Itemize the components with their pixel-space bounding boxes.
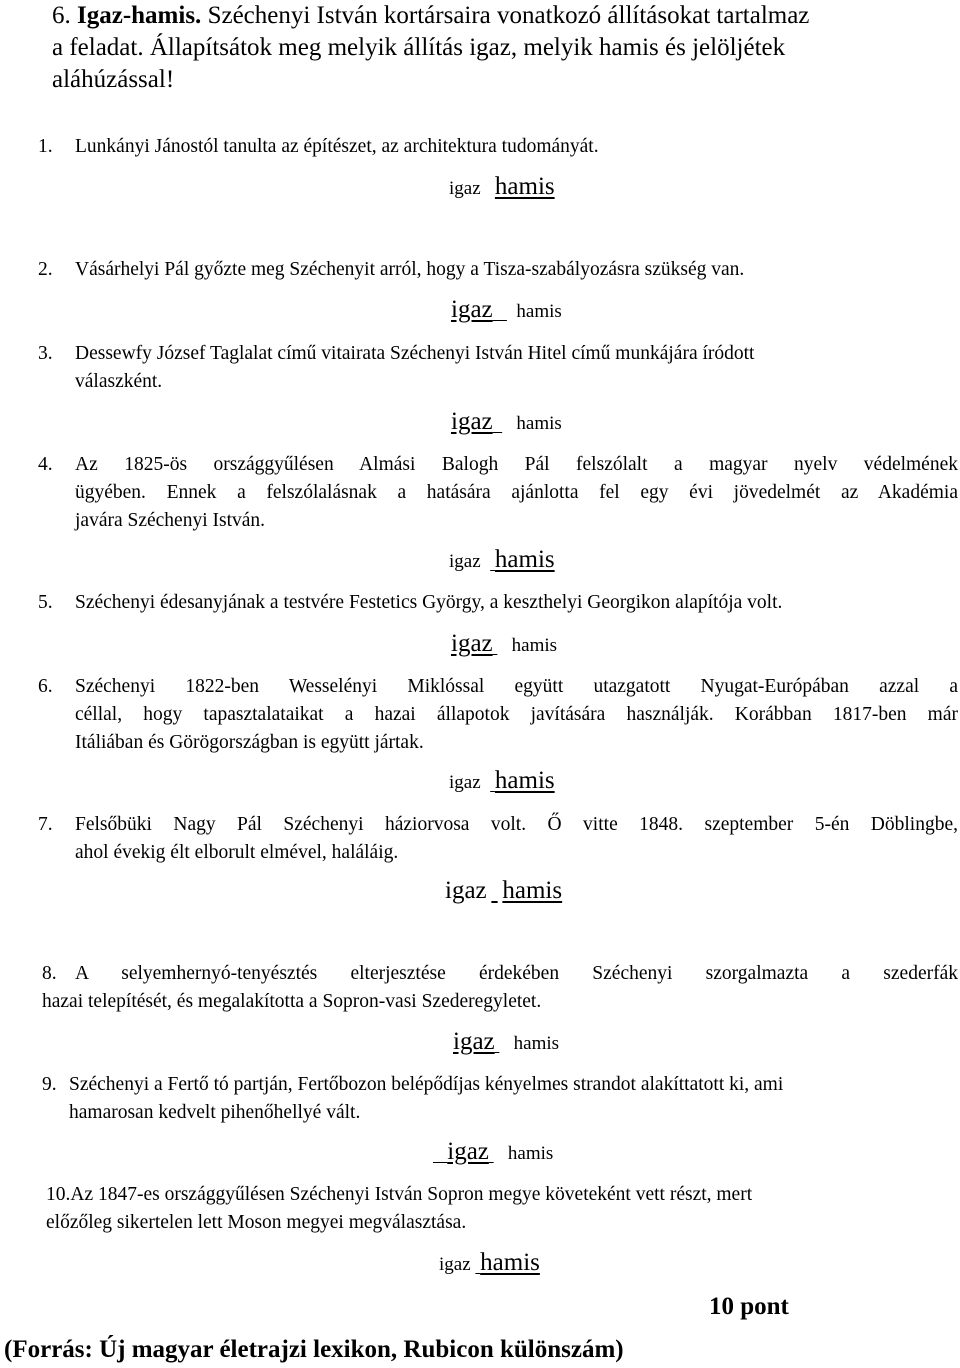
answer-options-6 — [449, 767, 555, 797]
question-8 — [42, 960, 958, 1016]
question-3 — [38, 340, 754, 396]
answer-options-2 — [451, 296, 562, 326]
option-hamis-selected[interactable]: hamis — [494, 546, 555, 573]
option-igaz[interactable]: igaz — [449, 178, 481, 199]
question-text-line-2: ügyében. Ennek a felszólalásnak a hatására ajánlotta fel egy évi jövedelmét az Akadémia — [75, 482, 958, 503]
source-citation: (Forrás: Új magyar életrajzi lexikon, Rubicon különszám) — [4, 1336, 624, 1363]
answer-options-10 — [439, 1249, 540, 1279]
question-number: 7. — [38, 814, 53, 835]
question-text-line-3: javára Széchenyi István. — [75, 510, 266, 531]
option-igaz-selected[interactable]: igaz — [451, 296, 493, 323]
question-number: 2. — [38, 259, 53, 280]
question-text: Lunkányi Jánostól tanulta az építészet, az architektura tudományát. — [75, 136, 599, 157]
question-number: 5. — [38, 592, 53, 613]
option-hamis[interactable]: hamis — [516, 413, 562, 434]
question-number: 4. — [38, 454, 53, 475]
question-text-line-1: Dessewfy József Taglalat című vitairata Széchenyi István Hitel című munkájára íródott — [75, 343, 755, 364]
option-hamis[interactable]: hamis — [513, 1033, 560, 1054]
option-hamis[interactable]: hamis — [507, 1143, 554, 1164]
task-heading — [52, 0, 809, 96]
question-text-line-2: előzőleg sikertelen lett Moson megyei megválasztása. — [46, 1212, 467, 1233]
question-text-line-1: A selyemhernyó-tenyésztés elterjesztése érdekében Széchenyi szorgalmazta a szederfák — [75, 963, 958, 984]
answer-options-5 — [451, 630, 557, 660]
question-text-line-3: Itáliában és Görögországban is együtt jártak. — [75, 732, 424, 753]
question-number: 3. — [38, 343, 53, 364]
question-6 — [38, 673, 958, 757]
question-text-line-1: Felsőbüki Nagy Pál Széchenyi háziorvosa volt. Ő vitte 1848. szeptember 5-én Döblingbe, — [75, 814, 958, 835]
question-number: 10. — [46, 1184, 71, 1205]
option-hamis-selected[interactable]: hamis — [494, 173, 555, 200]
option-igaz[interactable]: igaz — [445, 877, 487, 904]
question-9 — [42, 1071, 783, 1127]
answer-options-8 — [453, 1028, 559, 1058]
option-igaz-selected[interactable]: igaz — [451, 630, 493, 657]
option-igaz[interactable]: igaz — [449, 772, 481, 793]
question-text-line-2: céllal, hogy tapasztalataikat a hazai állapotok javítására használják. Korábban 1817-ben már — [75, 704, 958, 725]
question-text-line-2: hamarosan kedvelt pihenőhellyé vált. — [69, 1102, 361, 1123]
heading-line-1: 6. Igaz-hamis. Széchenyi István kortársaira vonatkozó állításokat tartalmaz — [52, 2, 810, 29]
question-number: 9. — [42, 1074, 57, 1095]
option-hamis-selected[interactable]: hamis — [502, 877, 563, 904]
points-total: 10 pont — [709, 1293, 789, 1320]
question-text: Széchenyi édesanyjának a testvére Festetics György, a keszthelyi Georgikon alapítója volt. — [75, 592, 783, 613]
task-title: Igaz-hamis. — [77, 2, 202, 29]
question-text-line-1: Az 1847-es országgyűlésen Széchenyi István Sopron megye követeként vett részt, mert — [70, 1184, 753, 1205]
option-igaz-selected[interactable]: igaz — [447, 1138, 489, 1165]
question-text-line-2: ahol évekig élt elborult elmével, haláláig. — [75, 842, 399, 863]
answer-options-7 — [445, 877, 562, 907]
option-igaz[interactable]: igaz — [449, 551, 481, 572]
question-text-line-1: Széchenyi 1822-ben Wesselényi Miklóssal együtt utazgatott Nyugat-Európában azzal a — [75, 676, 958, 697]
option-hamis[interactable]: hamis — [516, 301, 562, 322]
answer-options-9 — [433, 1138, 553, 1168]
question-text-line-1: Széchenyi a Fertő tó partján, Fertőbozon belépődíjas kényelmes strandot alakíttatott ki, ami — [69, 1074, 784, 1095]
heading-line-3: aláhúzással! — [52, 66, 175, 93]
question-4 — [38, 451, 958, 535]
question-number: 6. — [38, 676, 53, 697]
option-igaz[interactable]: igaz — [439, 1254, 471, 1275]
option-hamis-selected[interactable]: hamis — [494, 767, 555, 794]
question-2 — [38, 256, 744, 284]
option-hamis-selected[interactable]: hamis — [480, 1249, 540, 1276]
question-10 — [46, 1181, 752, 1237]
question-text: Vásárhelyi Pál győzte meg Széchenyit arról, hogy a Tisza-szabályozásra szükség van. — [75, 259, 745, 280]
question-text-line-1: Az 1825-ös országgyűlésen Almási Balogh Pál felszólalt a magyar nyelv védelmének — [75, 454, 958, 475]
question-number: 1. — [38, 136, 53, 157]
answer-options-1 — [449, 173, 555, 203]
answer-options-4 — [449, 546, 555, 576]
question-text-line-2: hazai telepítését, és megalakította a Sopron-vasi Szederegyletet. — [42, 991, 542, 1012]
question-7 — [38, 811, 958, 867]
question-text-line-2: válaszként. — [75, 371, 163, 392]
heading-line-2: a feladat. Állapítsátok meg melyik állítás igaz, melyik hamis és jelöljétek — [52, 34, 786, 61]
option-igaz-selected[interactable]: igaz — [453, 1028, 495, 1055]
answer-options-3 — [451, 408, 562, 438]
option-hamis[interactable]: hamis — [511, 635, 558, 656]
question-5 — [38, 589, 782, 617]
option-igaz-selected[interactable]: igaz — [451, 408, 493, 435]
question-number: 8. — [42, 963, 57, 984]
question-1 — [38, 133, 599, 161]
